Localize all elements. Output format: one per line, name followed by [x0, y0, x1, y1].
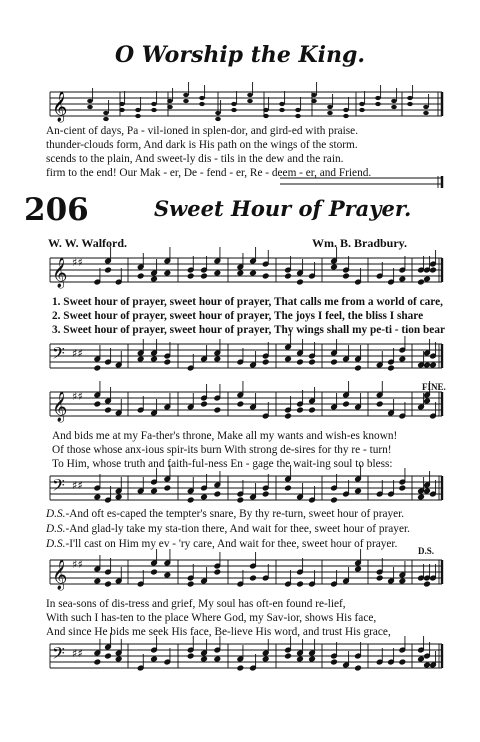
hymn-205-treble-staff [50, 86, 450, 126]
system-1-lyric-line-3: 3. Sweet hour of prayer, sweet hour of prayer, Thy wings shall my pe-ti - tion bear [52, 324, 445, 336]
system-3-treble-staff [50, 556, 450, 592]
system-2-bass-staff [50, 472, 450, 508]
composer-credit: Wm. B. Bradbury. [312, 236, 408, 250]
system-1-treble-staff [50, 254, 450, 290]
svg-text:𝄞: 𝄞 [52, 392, 68, 422]
ds-marking: D.S. [418, 546, 435, 556]
system-2-lyric-line-3: To Him, whose truth and faith-ful-ness En - gage the wait-ing soul to bless: [52, 458, 393, 470]
hymn-number: 206 [24, 192, 89, 228]
ds-line-3: D.S.-I'll cast on Him my ev - 'ry care, And wait for thee, sweet hour of prayer. [46, 538, 398, 550]
svg-text:𝄞: 𝄞 [52, 92, 68, 122]
system-3-lyric-line-1: In sea-sons of dis-tress and grief, My soul has oft-en found re-lief, [46, 598, 346, 610]
system-1-bass-staff [50, 340, 450, 376]
svg-text:𝄢: 𝄢 [52, 475, 65, 499]
svg-text:𝄞: 𝄞 [52, 258, 68, 288]
fine-marking: FINE. [422, 382, 446, 392]
system-1-lyric-line-1: 1. Sweet hour of prayer, sweet hour of prayer, That calls me from a world of care, [52, 296, 443, 308]
hymn-205-lyric-line-2: thunder-clouds form, And dark is His path on the wings of the storm. [46, 139, 358, 151]
hymn-205-lyric-line-1: An-cient of days, Pa - vil-ioned in splen-dor, and gird-ed with praise. [46, 125, 359, 137]
svg-text:♯♯: ♯♯ [72, 647, 83, 660]
system-1-lyric-line-2: 2. Sweet hour of prayer, sweet hour of prayer, The joys I feel, the bliss I share [52, 310, 424, 322]
hymn-205-title: O Worship the King. [114, 42, 366, 68]
hymn-205-lyric-line-3: scends to the plain, And sweet-ly dis - tils in the dew and the rain. [46, 153, 344, 165]
svg-text:𝄢: 𝄢 [52, 343, 65, 367]
system-2-treble-staff [50, 388, 450, 424]
system-2-lyric-line-1: And bids me at my Fa-ther's throne, Make all my wants and wish-es known! [52, 430, 398, 442]
ds-line-1: D.S.-And oft es-caped the tempter's snare, By thy re-turn, sweet hour of prayer. [46, 508, 405, 520]
hymn-205-lyric-line-4: firm to the end! Our Mak - er, De - fend - er, Re - deem - er, and Friend. [46, 167, 372, 179]
svg-text:𝄞: 𝄞 [52, 560, 68, 590]
svg-text:♯♯: ♯♯ [72, 347, 83, 360]
svg-text:♯♯: ♯♯ [72, 479, 83, 492]
ds-line-2: D.S.-And glad-ly take my sta-tion there, And wait for thee, sweet hour of prayer. [46, 523, 410, 535]
svg-text:♯♯: ♯♯ [72, 390, 83, 403]
system-3-bass-staff [50, 640, 450, 676]
lyricist-credit: W. W. Walford. [48, 236, 128, 250]
system-2-lyric-line-2: Of those whose anx-ious spir-its burn With strong de-sires for thy re - turn! [52, 444, 392, 456]
svg-text:𝄢: 𝄢 [52, 643, 65, 667]
hymn-206-title: Sweet Hour of Prayer. [154, 196, 412, 221]
svg-text:♯♯: ♯♯ [72, 558, 83, 571]
svg-text:♯♯: ♯♯ [72, 256, 83, 269]
system-3-lyric-line-2: With such I has-ten to the place Where God, my Sav-ior, shows His face, [46, 612, 377, 624]
system-3-lyric-line-3: And since He bids me seek His face, Be-lieve His word, and trust His grace, [46, 626, 391, 638]
